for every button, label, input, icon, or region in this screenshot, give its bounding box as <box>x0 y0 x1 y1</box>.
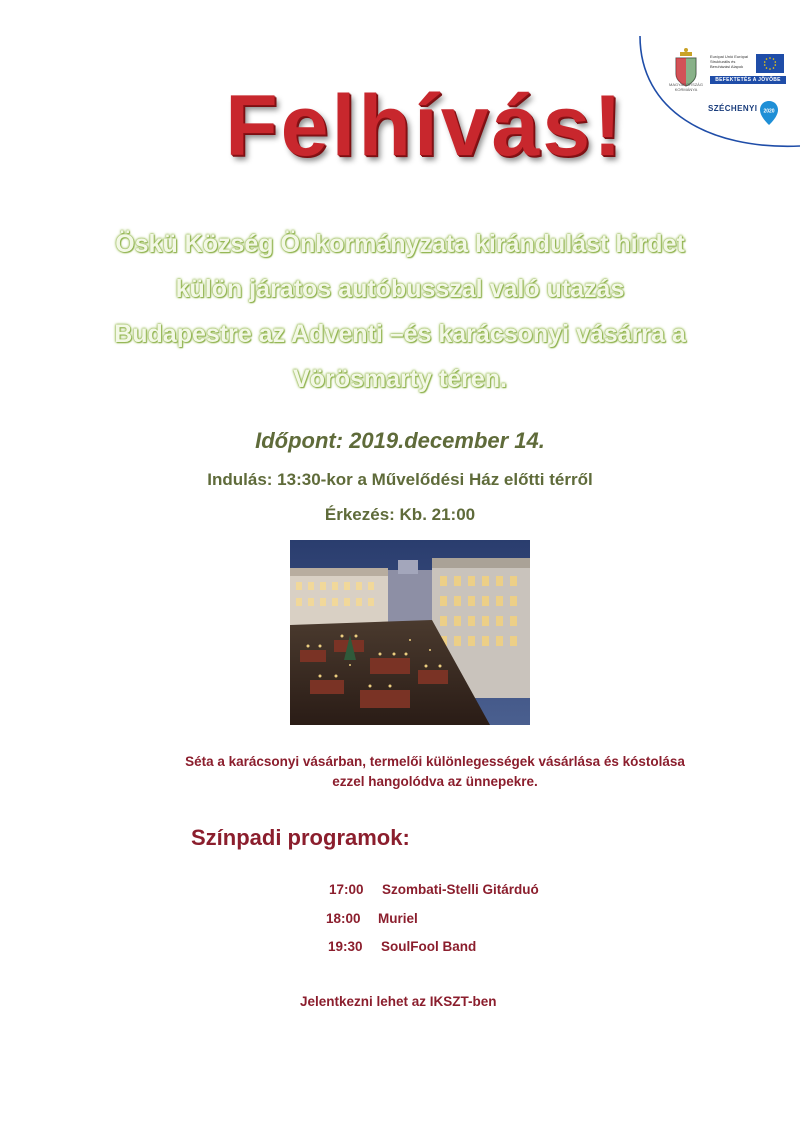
eu-flag-icon <box>756 54 784 73</box>
stage-programs-heading: Színpadi programok: <box>191 825 410 850</box>
eu-funds-text: Európai Unió Európai Strukturális és Beruházási Alapok <box>710 54 749 69</box>
government-caption: MAGYARORSZÁG KORMÁNYA <box>669 82 703 92</box>
intro-text <box>40 222 760 402</box>
program-name: Szombati-Stelli Gitárduó <box>382 882 539 897</box>
program-time: 18:00 <box>326 911 361 926</box>
page-title: Felhívás! <box>225 78 625 174</box>
arrival-info: Érkezés: Kb. 21:00 <box>324 505 476 524</box>
program-time: 19:30 <box>328 939 363 954</box>
event-date: Időpont: 2019.december 14. <box>255 428 545 453</box>
activity-description <box>150 752 720 792</box>
program-name: Muriel <box>378 911 418 926</box>
intro-line: Budapestre az Adventi –és karácsonyi vásárra a <box>114 320 686 348</box>
program-name: SoulFool Band <box>381 939 477 954</box>
intro-line: Öskü Község Önkormányzata kirándulást hirdet <box>115 230 685 258</box>
intro-line: külön járatos autóbusszal való utazás <box>175 275 625 303</box>
eu-banner: BEFEKTETÉS A JÖVŐBE <box>710 76 786 84</box>
intro-line: Vörösmarty téren. <box>293 365 507 393</box>
christmas-market-photo <box>290 540 530 725</box>
departure-info: Indulás: 13:30-kor a Művelődési Ház előtti térről <box>207 470 593 489</box>
description-line: Séta a karácsonyi vásárban, termelői különlegességek vásárlása és kóstolása <box>185 754 685 769</box>
szechenyi-logo-text: SZÉCHENYI <box>708 104 758 113</box>
signup-note: Jelentkezni lehet az IKSZT-ben <box>300 994 497 1009</box>
szechenyi-pin-label: 2020 <box>763 108 775 115</box>
description-line: ezzel hangolódva az ünnepekre. <box>332 774 538 789</box>
program-time: 17:00 <box>329 882 364 897</box>
